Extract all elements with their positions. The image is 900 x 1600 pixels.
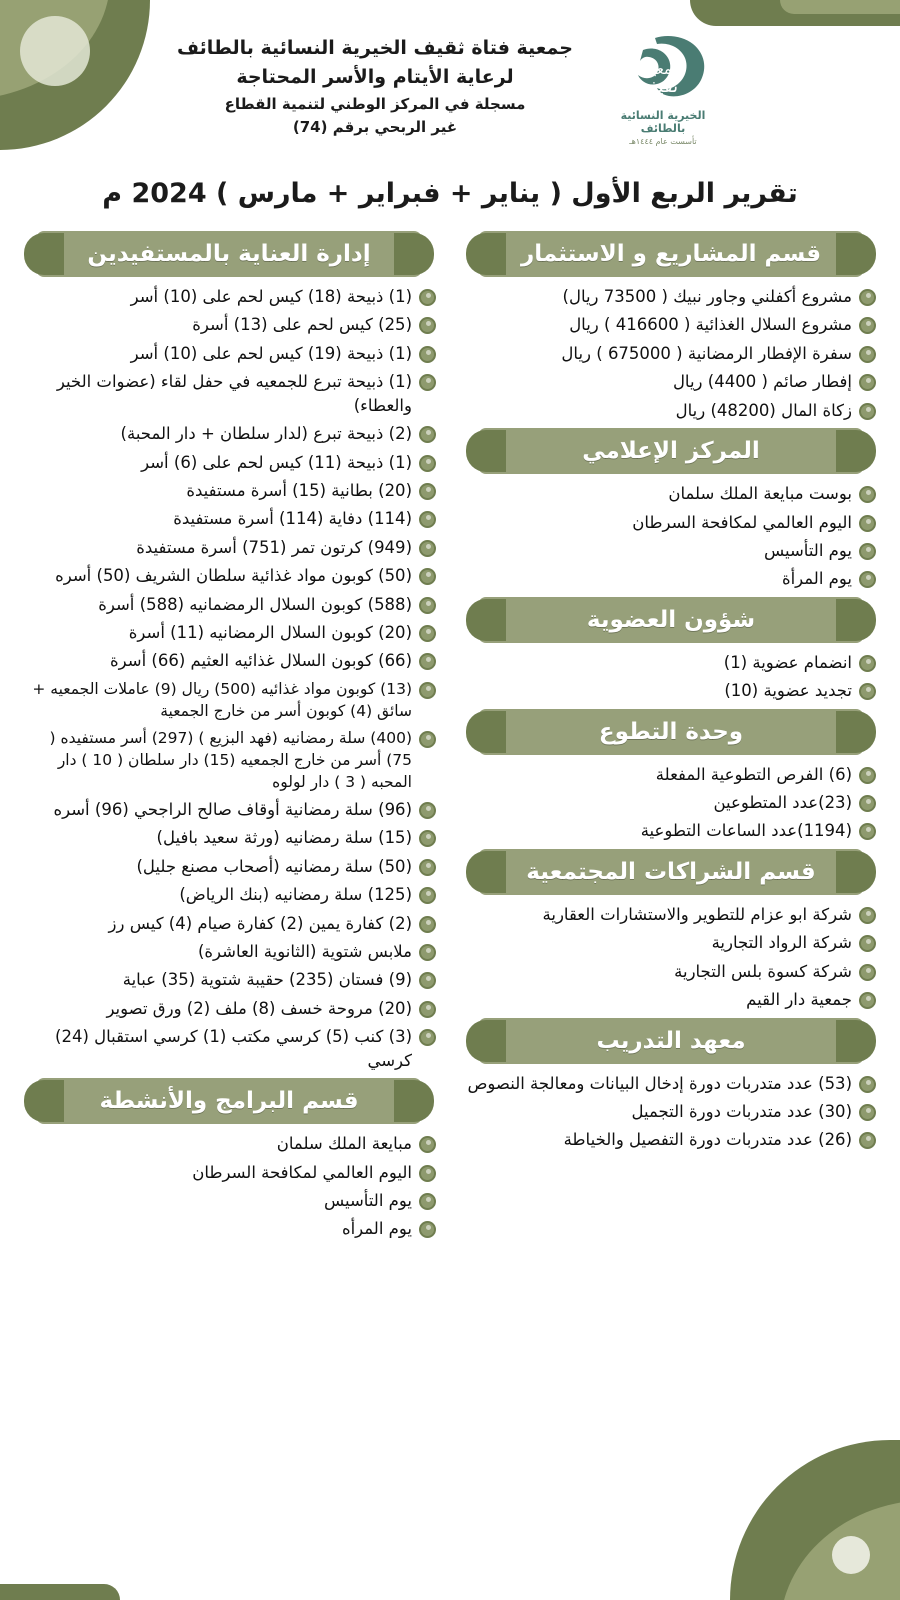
section-membership-affairs: [460, 597, 882, 703]
list-item: [460, 342, 882, 365]
list-item-text: اليوم العالمي لمكافحة السرطان: [192, 1162, 412, 1182]
list-item: [18, 798, 440, 821]
list-item: [460, 763, 882, 786]
list-item-text: (25) كيس لحم على (13) أسرة: [192, 315, 412, 335]
bullet-icon: [859, 403, 876, 420]
section-title: قسم البرامج والأنشطة: [99, 1088, 359, 1115]
section-header: [460, 849, 882, 895]
bullet-icon: [419, 972, 436, 989]
section-item-list: [460, 482, 882, 591]
bullet-icon: [859, 543, 876, 560]
list-item: [460, 511, 882, 534]
org-name-line-1: جمعية فتاة ثقيف الخيرية النسائية بالطائف: [177, 37, 573, 59]
section-media-center: [460, 428, 882, 591]
list-item-text: (400) سلة رمضانيه (فهد البزيع ) (297) أسر مستفيده ( 75) أسر من خارج الجمعيه (15) دار سلطان ( 10 ) دار المحبه ( 3 ) دار لولوه: [49, 728, 412, 791]
org-registration-line-1: مسجلة في المركز الوطني لتنمية القطاع: [224, 94, 526, 113]
list-item-text: (3) كنب (5) كرسي مكتب (1) كرسي استقبال (24) كرسي: [55, 1027, 412, 1070]
list-item: [460, 1100, 882, 1123]
list-item: [460, 960, 882, 983]
section-header-cap-right: [836, 599, 876, 641]
organization-name-block: [177, 34, 573, 139]
list-item-text: (114) دفاية (114) أسرة مستفيدة: [173, 509, 412, 529]
list-item-text: يوم المرأه: [341, 1219, 412, 1239]
bullet-icon: [419, 597, 436, 614]
list-item: [460, 399, 882, 422]
list-item-text: مبايعة الملك سلمان: [276, 1134, 412, 1154]
list-item-text: يوم المرأة: [781, 569, 852, 589]
list-item: [460, 370, 882, 393]
document-header: [0, 34, 900, 144]
list-item-text: شركة كسوة بلس التجارية: [674, 961, 852, 981]
list-item: [18, 1161, 440, 1184]
list-item-text: (96) سلة رمضانية أوقاف صالح الراجحي (96) أسره: [53, 799, 412, 819]
list-item-text: سفرة الإفطار الرمضانية ( 675000 ) ريال: [561, 343, 852, 363]
section-header-cap-right: [836, 430, 876, 472]
section-item-list: [18, 1132, 440, 1241]
bullet-icon: [419, 289, 436, 306]
list-item: [18, 649, 440, 672]
list-item: [460, 567, 882, 590]
section-projects-investment: [460, 231, 882, 422]
bullet-icon: [419, 830, 436, 847]
section-header-cap-left: [466, 1020, 506, 1062]
list-item-text: (949) كرتون تمر (751) أسرة مستفيدة: [136, 537, 412, 557]
bullet-icon: [419, 1221, 436, 1238]
bullet-icon: [859, 289, 876, 306]
list-item-text: (26) عدد متدربات دورة التفصيل والخياطة: [563, 1130, 852, 1150]
list-item-text: مشروع أكفلني وجاور نبيك ( 73500 ريال): [562, 287, 852, 306]
section-item-list: [460, 903, 882, 1012]
list-item-text: (50) سلة رمضانيه (أصحاب مصنع جليل): [136, 856, 412, 876]
list-item-text: بوست مبايعة الملك سلمان: [668, 484, 852, 504]
section-beneficiary-care: [18, 231, 440, 1072]
list-item-text: (588) كوبون السلال الرمضمانيه (588) أسرة: [98, 594, 412, 614]
svg-text:جمعية: جمعية: [644, 60, 682, 78]
bullet-icon: [419, 1136, 436, 1153]
list-item-text: (2) ذبيحة تبرع (لدار سلطان + دار المحبة): [120, 424, 412, 444]
list-item-text: ملابس شتوية (الثانوية العاشرة): [197, 942, 412, 962]
svg-text:ثقيف: ثقيف: [639, 76, 679, 97]
section-header-cap-left: [24, 1080, 64, 1122]
section-header: [18, 1078, 440, 1124]
list-item: [18, 342, 440, 365]
list-item: [18, 451, 440, 474]
bullet-icon: [419, 859, 436, 876]
bullet-icon: [419, 426, 436, 443]
bullet-icon: [859, 374, 876, 391]
bullet-icon: [419, 731, 436, 748]
bullet-icon: [419, 346, 436, 363]
list-item-text: اليوم العالمي لمكافحة السرطان: [632, 512, 852, 532]
list-item-text: (20) كوبون السلال الرمضانيه (11) أسرة: [128, 623, 412, 643]
section-header-cap-left: [466, 711, 506, 753]
section-item-list: [18, 285, 440, 1072]
list-item: [460, 903, 882, 926]
list-item-text: (23)عدد المتطوعين: [713, 793, 852, 813]
section-header-cap-right: [836, 711, 876, 753]
list-item-text: يوم التأسيس: [323, 1190, 412, 1210]
list-item: [460, 679, 882, 702]
list-item-text: (1) ذبيحة تبرع للجمعيه في حفل لقاء (عضوات الخير والعطاء): [56, 372, 412, 415]
list-item-text: (6) الفرص التطوعية المفعلة: [655, 764, 852, 784]
right-column: [18, 225, 440, 1590]
list-item: [460, 988, 882, 1011]
list-item: [460, 651, 882, 674]
list-item: [18, 883, 440, 906]
bullet-icon: [859, 992, 876, 1009]
list-item: [460, 1128, 882, 1151]
list-item-text: (53) عدد متدربات دورة إدخال البيانات ومعالجة النصوص: [467, 1073, 852, 1093]
list-item-text: (20) مروحة خسف (8) ملف (2) ورق تصوير: [106, 998, 412, 1018]
bullet-icon: [859, 317, 876, 334]
list-item-text: (125) سلة رمضانيه (بنك الرياض): [179, 885, 412, 905]
section-community-partnerships: [460, 849, 882, 1012]
section-header: [460, 709, 882, 755]
list-item-text: (66) كوبون السلال غذائيه العثيم (66) أسرة: [110, 651, 412, 671]
list-item-text: (13) كوبون مواد غذائيه (500) ريال (9) عاملات الجمعيه + سائق (4) كوبون أسر من خارج الجمعية: [32, 679, 412, 720]
section-title: قسم الشراكات المجتمعية: [526, 858, 816, 885]
list-item-text: (50) كوبون مواد غذائية سلطان الشريف (50) أسره: [55, 566, 412, 586]
list-item: [18, 285, 440, 308]
list-item-text: انضمام عضوية (1): [723, 652, 852, 672]
section-title: إدارة العناية بالمستفيدين: [87, 241, 371, 267]
section-programs-activities: [18, 1078, 440, 1241]
bullet-icon: [859, 1104, 876, 1121]
bullet-icon: [419, 374, 436, 391]
section-header-cap-right: [836, 851, 876, 893]
org-name-line-2: لرعاية الأيتام والأسر المحتاجة: [236, 66, 514, 89]
list-item-text: جمعية دار القيم: [746, 990, 852, 1010]
bullet-icon: [859, 486, 876, 503]
list-item: [18, 1217, 440, 1240]
bullet-icon: [859, 1132, 876, 1149]
section-title: قسم المشاريع و الاستثمار: [520, 241, 822, 267]
list-item-text: (9) فستان (235) حقيبة شتوية (35) عباية: [122, 970, 412, 990]
list-item: [18, 1025, 440, 1072]
list-item: [18, 855, 440, 878]
list-item-text: تجديد عضوية (10): [724, 681, 852, 701]
list-item-text: شركة الرواد التجارية: [711, 933, 852, 953]
section-header-cap-right: [394, 233, 434, 275]
bullet-icon: [419, 511, 436, 528]
bullet-icon: [859, 683, 876, 700]
bullet-icon: [419, 682, 436, 699]
bullet-icon: [859, 767, 876, 784]
bullet-icon: [419, 568, 436, 585]
list-item-text: يوم التأسيس: [763, 540, 852, 560]
list-item-text: مشروع السلال الغذائية ( 416600 ) ريال: [569, 315, 852, 335]
section-header: [18, 231, 440, 277]
section-title: معهد التدريب: [596, 1027, 746, 1054]
bullet-icon: [419, 802, 436, 819]
section-title: المركز الإعلامي: [582, 438, 760, 465]
section-header-cap-right: [394, 1080, 434, 1122]
list-item: [18, 912, 440, 935]
section-header-cap-right: [836, 1020, 876, 1062]
section-item-list: [460, 763, 882, 843]
list-item: [460, 539, 882, 562]
bullet-icon: [419, 455, 436, 472]
section-training-institute: [460, 1018, 882, 1152]
list-item-text: (1) ذبيحة (11) كيس لحم على (6) أسر: [141, 452, 412, 472]
bullet-icon: [859, 935, 876, 952]
section-item-list: [460, 1072, 882, 1152]
list-item-text: زكاة المال (48200) ريال: [675, 400, 852, 420]
list-item-text: (20) بطانية (15) أسرة مستفيدة: [186, 480, 412, 500]
bullet-icon: [419, 1001, 436, 1018]
list-item: [18, 1189, 440, 1212]
list-item: [18, 621, 440, 644]
list-item: [460, 791, 882, 814]
section-header-cap-left: [466, 851, 506, 893]
list-item: [18, 997, 440, 1020]
list-item: [18, 370, 440, 417]
list-item: [18, 678, 440, 722]
list-item: [460, 1072, 882, 1095]
list-item: [18, 968, 440, 991]
list-item: [18, 940, 440, 963]
list-item: [460, 819, 882, 842]
bullet-icon: [419, 1029, 436, 1046]
bullet-icon: [859, 795, 876, 812]
bullet-icon: [859, 964, 876, 981]
logo-founded-text: تأسست عام ١٤٤٤هـ: [629, 137, 697, 146]
section-header: [460, 231, 882, 277]
list-item: [18, 507, 440, 530]
list-item: [460, 931, 882, 954]
list-item-text: (1) ذبيحة (18) كيس لحم على (10) أسر: [130, 287, 412, 306]
list-item: [18, 593, 440, 616]
logo-icon: [603, 34, 723, 108]
bullet-icon: [859, 515, 876, 532]
section-header: [460, 597, 882, 643]
bullet-icon: [419, 653, 436, 670]
bullet-icon: [419, 887, 436, 904]
list-item: [18, 564, 440, 587]
bullet-icon: [419, 1165, 436, 1182]
section-header-cap-left: [24, 233, 64, 275]
section-volunteering-unit: [460, 709, 882, 843]
list-item: [18, 479, 440, 502]
section-header-cap-left: [466, 430, 506, 472]
bullet-icon: [419, 944, 436, 961]
list-item: [460, 285, 882, 308]
list-item: [18, 536, 440, 559]
bullet-icon: [859, 907, 876, 924]
logo-subtitle: الخيرية النسائية بالطائف: [620, 109, 706, 135]
list-item-text: شركة ابو عزام للتطوير والاستشارات العقارية: [542, 904, 852, 924]
list-item: [18, 727, 440, 793]
bullet-icon: [859, 1076, 876, 1093]
section-item-list: [460, 285, 882, 422]
bullet-icon: [859, 823, 876, 840]
bullet-icon: [419, 625, 436, 642]
list-item-text: إفطار صائم ( 4400) ريال: [672, 372, 852, 392]
organization-logo: [603, 34, 723, 144]
org-registration-line-2: غير الربحي برقم (74): [292, 118, 458, 137]
list-item: [18, 1132, 440, 1155]
list-item: [18, 422, 440, 445]
list-item-text: (1) ذبيحة (19) كيس لحم على (10) أسر: [130, 343, 412, 363]
list-item-text: (30) عدد متدربات دورة التجميل: [631, 1102, 852, 1122]
bullet-icon: [419, 483, 436, 500]
report-columns: [18, 225, 882, 1590]
list-item-text: (15) سلة رمضانيه (ورثة سعيد بافيل): [156, 828, 412, 848]
bullet-icon: [419, 916, 436, 933]
bullet-icon: [419, 1193, 436, 1210]
bullet-icon: [859, 346, 876, 363]
section-item-list: [460, 651, 882, 703]
section-header-cap-left: [466, 599, 506, 641]
section-header: [460, 1018, 882, 1064]
list-item: [460, 482, 882, 505]
section-header-cap-right: [836, 233, 876, 275]
list-item-text: (1194)عدد الساعات التطوعية: [640, 821, 852, 841]
bullet-icon: [419, 317, 436, 334]
left-column: [460, 225, 882, 1590]
section-header: [460, 428, 882, 474]
list-item: [18, 313, 440, 336]
bullet-icon: [859, 655, 876, 672]
report-title: تقرير الربع الأول ( يناير + فبراير + مارس ) 2024 م: [102, 178, 798, 209]
list-item: [18, 826, 440, 849]
bullet-icon: [859, 571, 876, 588]
list-item-text: (2) كفارة يمين (2) كفارة صيام (4) كيس رز: [108, 913, 412, 933]
section-title: وحدة التطوع: [598, 718, 744, 745]
list-item: [460, 313, 882, 336]
bullet-icon: [419, 540, 436, 557]
section-header-cap-left: [466, 233, 506, 275]
section-title: شؤون العضوية: [586, 606, 756, 633]
decor-top-right-shape-2: [780, 0, 900, 14]
